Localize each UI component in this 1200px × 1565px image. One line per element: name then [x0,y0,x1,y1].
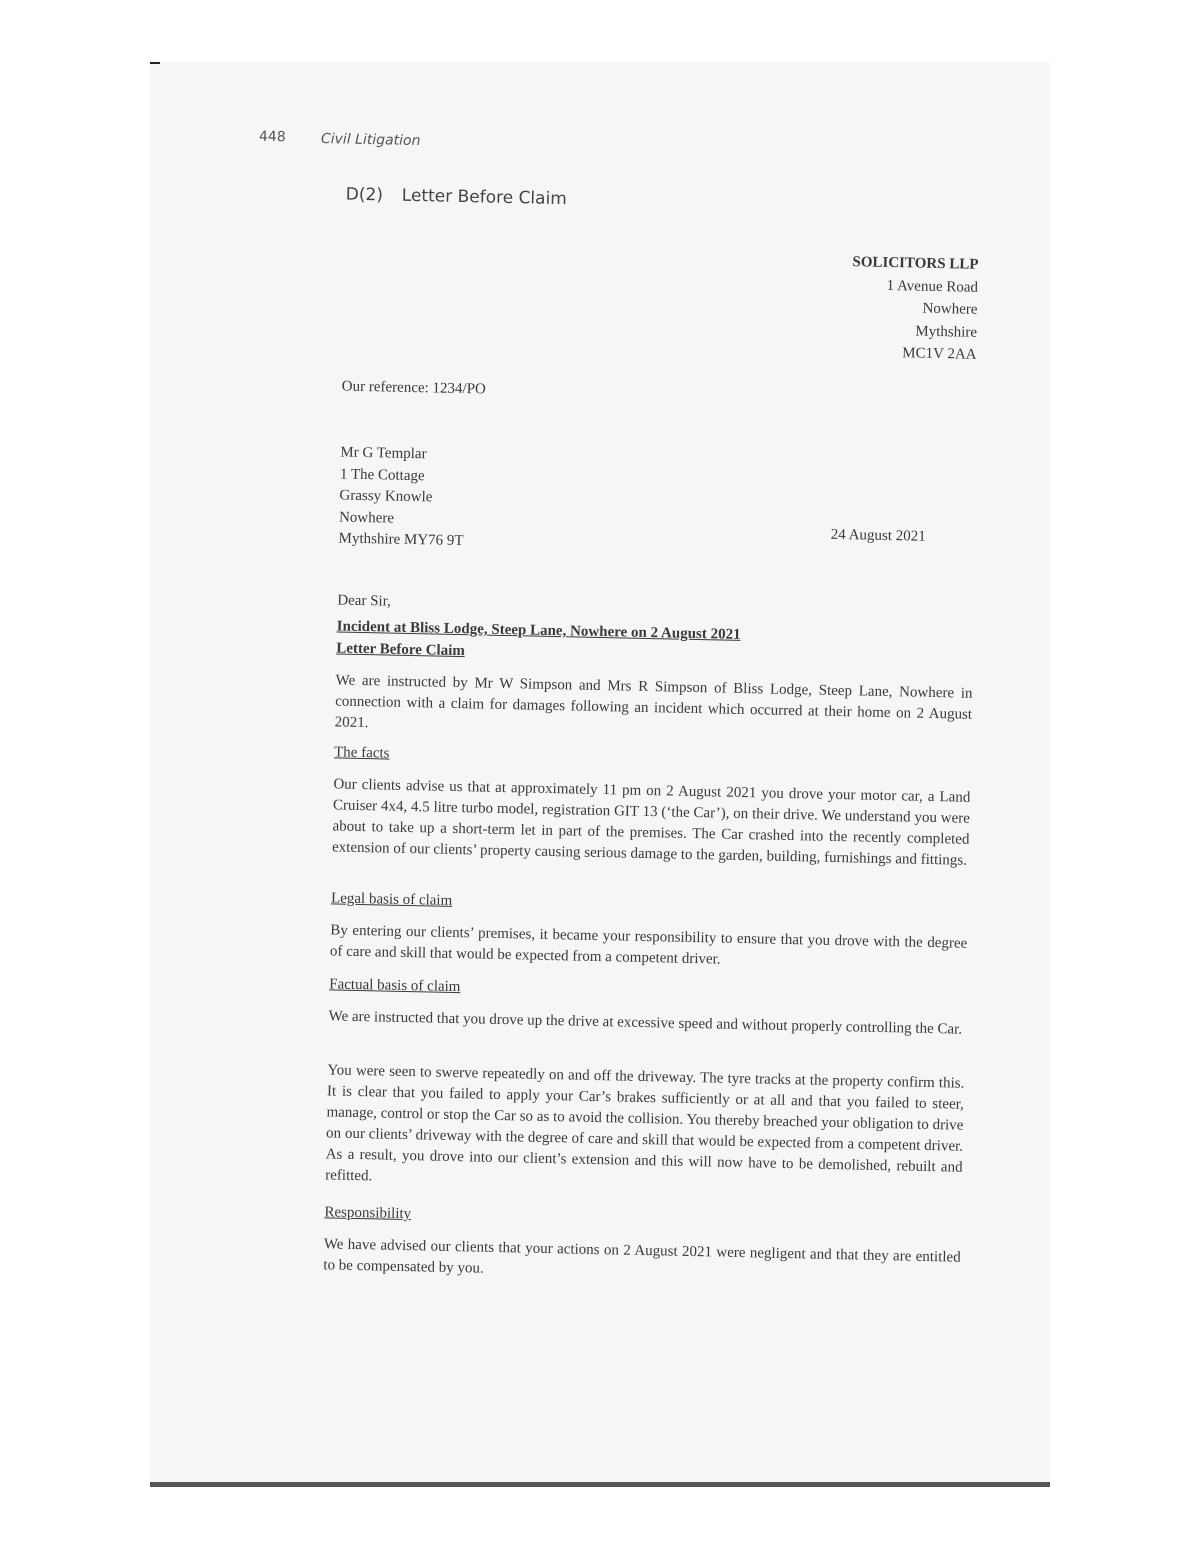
section-heading: The facts [333,744,390,762]
paragraph: You were seen to swerve repeatedly on and off the driveway. The tyre tracks at the property confirm this. It is clear that you failed to apply your Car’s brakes sufficiently or at all and that you failed to steer, manage, control or stop the Car so as to avoid the collision. You thereby breached your obligation to drive on our clients’ driveway with the degree of care and skill that would be expected from a competent driver. As a result, you drove into our client’s extension and this will now have to be demolished, rebuilt and refitted. [325,1062,965,1185]
section-heading: Legal basis of claim [330,890,453,909]
sender-address [850,251,978,366]
subject-line: Incident at Bliss Lodge, Steep Lane, Nowhere on 2 August 2021 [336,618,741,643]
recipient-address [338,442,465,552]
section-heading: Factual basis of claim [329,976,461,996]
book-title: Civil Litigation [320,131,421,150]
sender-address-line: Mythshire [915,323,978,341]
reference: Our reference: 1234/PO [341,378,487,398]
sender-firm: SOLICITORS LLP [852,254,979,273]
recipient-line: Mr G Templar [340,444,427,463]
paragraph: Our clients advise us that at approximately 11 pm on 2 August 2021 you drove your motor car, a Land Cruiser 4x4, 4.5 litre turbo model, registration GIT 13 (‘the Car’), on their drive. We understand you were about to take up a short-term let in part of the premises. The Car crashed into the recently completed extension of our clients’ property causing serious damage to the garden, building, furnishings and fittings. [331,776,971,869]
recipient-line: 1 The Cottage [339,465,425,484]
salutation: Dear Sir, [337,592,392,610]
recipient-line: Mythshire MY76 9T [338,530,464,550]
section-title: Letter Before Claim [401,185,568,210]
recipient-line: Grassy Knowle [339,487,433,506]
section-heading: Responsibility [324,1204,412,1223]
recipient-line: Nowhere [338,508,395,527]
sender-address-line: MC1V 2AA [902,345,977,363]
paragraph: We have advised our clients that your actions on 2 August 2021 were negligent and that they are entitled to be compensated by you. [323,1236,961,1277]
intro-paragraph: We are instructed by Mr W Simpson and Mrs R Simpson of Bliss Lodge, Steep Lane, Nowhere in connection with a claim for damages following an incident which occurred at their home on 2 August 2021. [334,672,973,732]
subject-line: Letter Before Claim [336,640,465,660]
sender-address-line: 1 Avenue Road [886,277,979,296]
section-code: D(2) [345,184,384,206]
letter-date: 24 August 2021 [830,526,926,545]
page-number: 448 [258,128,286,146]
paragraph: We are instructed that you drove up the drive at excessive speed and without properly controlling the Car. [328,1008,963,1038]
paragraph: By entering our clients’ premises, it became your responsibility to ensure that you drove with the degree of care and skill that would be expected from a competent driver. [329,922,968,968]
sender-address-line: Nowhere [922,300,978,318]
